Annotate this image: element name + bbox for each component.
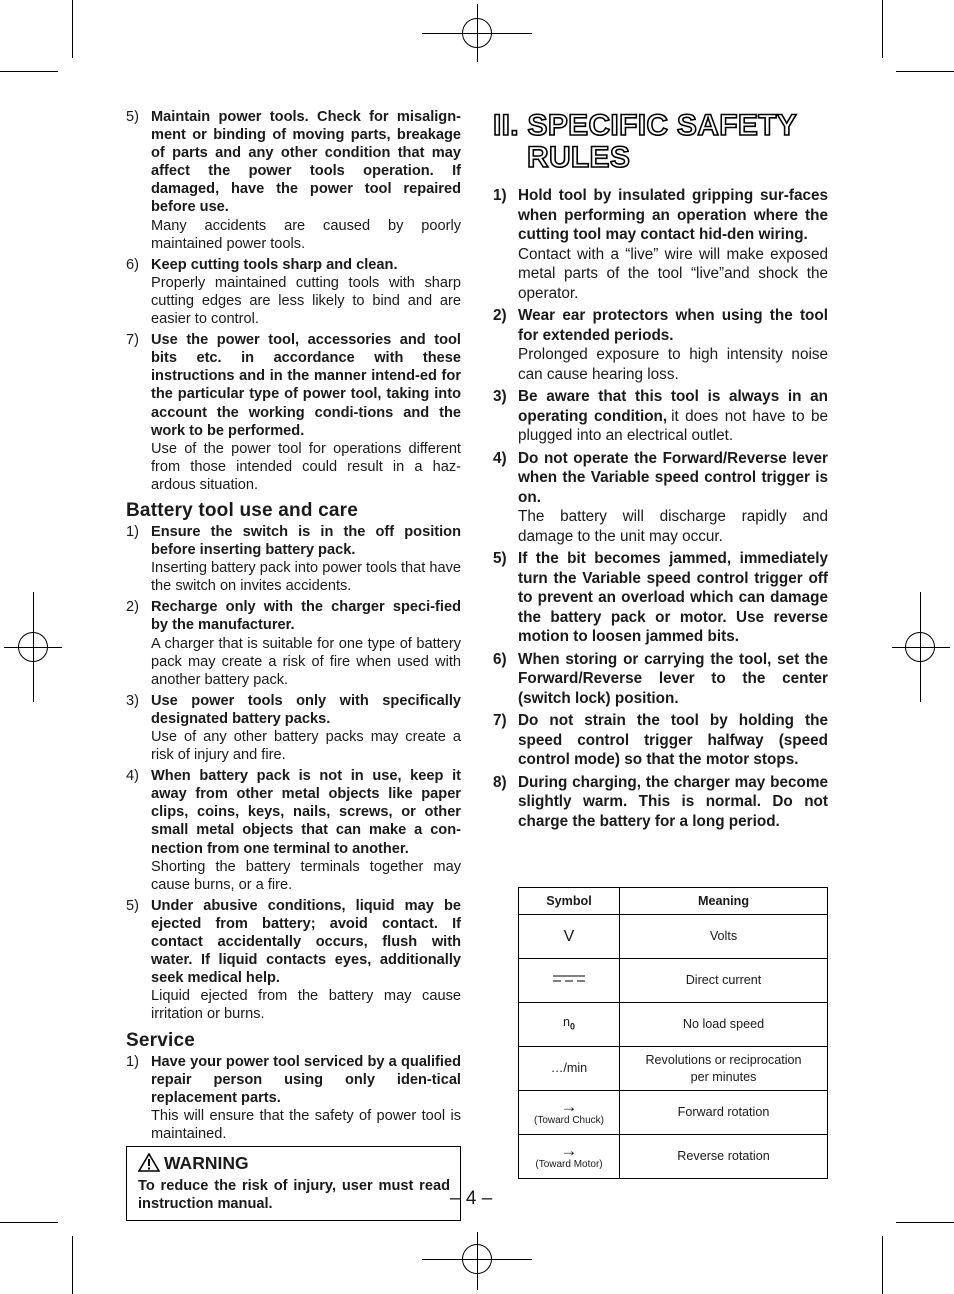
item-body bbox=[518, 186, 828, 303]
item-normal-text: Contact with a “live” wire will make exposed metal parts of the tool “live”and shock the operator. bbox=[518, 245, 828, 302]
symbol-text: n bbox=[562, 1014, 570, 1029]
crop-mark bbox=[896, 1222, 954, 1223]
registration-circle bbox=[462, 18, 492, 48]
item-body bbox=[151, 331, 461, 494]
meaning-cell: No load speed bbox=[620, 1003, 828, 1047]
list-item bbox=[126, 523, 461, 595]
left-column bbox=[126, 108, 461, 1221]
symbol-table bbox=[518, 887, 828, 1179]
item-number: 2) bbox=[493, 307, 507, 324]
registration-circle bbox=[18, 632, 48, 662]
item-number: 6) bbox=[126, 256, 139, 273]
warning-triangle-icon bbox=[138, 1153, 160, 1172]
item-bold-text: Under abusive conditions, liquid may be ejected from battery; avoid contact. If contact accidentally occurs, flush with water. If liquid contacts eyes, additionally seek medical help. bbox=[151, 897, 461, 987]
service-heading: Service bbox=[126, 1029, 196, 1051]
arrow-right-icon: → bbox=[560, 1140, 578, 1160]
item-normal-text: Use of the power tool for operations different from those intended could result in a haz-ardous situation. bbox=[151, 440, 461, 493]
service-list bbox=[126, 1053, 461, 1143]
symbol-note: (Toward Chuck) bbox=[533, 1114, 605, 1126]
item-body bbox=[151, 692, 461, 764]
page-number: – 4 – bbox=[450, 1188, 493, 1209]
item-number: 2) bbox=[126, 599, 139, 616]
item-body bbox=[151, 108, 461, 253]
item-normal-text: Inserting battery pack into power tools that have the switch on invites accidents. bbox=[151, 560, 461, 595]
maintenance-list bbox=[126, 108, 461, 494]
warning-box bbox=[126, 1146, 461, 1221]
item-bold-text: When storing or carrying the tool, set the Forward/Reverse lever to the center (switch lock) position. bbox=[518, 650, 828, 707]
symbol-note: (Toward Motor) bbox=[535, 1158, 603, 1170]
item-number: 4) bbox=[493, 449, 507, 467]
list-item bbox=[493, 449, 828, 547]
item-normal-text: Use of any other battery packs may create a risk of injury and fire. bbox=[151, 729, 461, 764]
item-number: 1) bbox=[126, 523, 139, 540]
item-bold-text: Be aware that this tool is always in an operating condition, bbox=[518, 388, 828, 425]
item-number: 4) bbox=[126, 768, 139, 785]
item-body bbox=[518, 387, 828, 446]
symbol-cell bbox=[519, 1003, 620, 1047]
item-number: 1) bbox=[126, 1053, 139, 1070]
crop-mark bbox=[0, 1222, 58, 1223]
meaning-header: Meaning bbox=[620, 888, 828, 915]
registration-circle bbox=[462, 1244, 492, 1274]
symbol-cell: …/min bbox=[519, 1047, 620, 1091]
item-bold-text: During charging, the charger may become slightly warm. This is normal. Do not charge the battery for a long period. bbox=[518, 773, 828, 830]
direct-current-icon bbox=[552, 974, 586, 984]
table-row bbox=[519, 1047, 828, 1091]
list-item bbox=[493, 549, 828, 647]
item-body bbox=[151, 256, 461, 328]
item-body bbox=[518, 449, 828, 547]
item-bold-text: Wear ear protectors when using the tool for extended periods. bbox=[518, 307, 828, 344]
item-body bbox=[518, 549, 828, 647]
table-row bbox=[519, 1135, 828, 1179]
table-row bbox=[519, 1091, 828, 1135]
item-bold-text: Use the power tool, accessories and tool bits etc. in accordance with these instructions and in the manner intend-ed for the particular type of power tool, taking into account the working condi-tions and the work to be performed. bbox=[151, 332, 461, 439]
list-item bbox=[493, 650, 828, 709]
meaning-cell: Reverse rotation bbox=[620, 1135, 828, 1179]
item-normal-text: Liquid ejected from the battery may cause irritation or burns. bbox=[151, 988, 461, 1023]
list-item bbox=[493, 711, 828, 770]
list-item bbox=[493, 773, 828, 832]
list-item bbox=[126, 331, 461, 494]
section-title bbox=[493, 110, 797, 174]
crop-mark bbox=[882, 0, 883, 58]
item-number: 3) bbox=[493, 388, 507, 405]
item-normal-text: Properly maintained cutting tools with sharp cutting edges are less likely to bind and are easier to control. bbox=[151, 274, 461, 328]
item-body bbox=[151, 897, 461, 1024]
list-item bbox=[126, 598, 461, 688]
list-item bbox=[493, 387, 828, 446]
item-normal-text: Many accidents are caused by poorly maintained power tools. bbox=[151, 217, 461, 252]
item-body bbox=[151, 523, 461, 595]
crop-mark bbox=[72, 0, 73, 58]
crop-mark bbox=[72, 1236, 73, 1294]
battery-heading: Battery tool use and care bbox=[126, 499, 359, 521]
item-number: 6) bbox=[493, 650, 507, 668]
crop-mark bbox=[0, 71, 58, 72]
item-number: 1) bbox=[493, 187, 507, 204]
item-normal-text: Prolonged exposure to high intensity noise can cause hearing loss. bbox=[518, 346, 828, 383]
symbol-cell: V bbox=[519, 915, 620, 959]
symbol-cell bbox=[519, 1091, 620, 1135]
crop-mark bbox=[896, 71, 954, 72]
list-item bbox=[126, 767, 461, 894]
item-normal-text: Shorting the battery terminals together may cause burns, or a fire. bbox=[151, 858, 461, 893]
symbol-subscript: 0 bbox=[570, 1021, 576, 1032]
symbol-cell bbox=[519, 959, 620, 1003]
item-bold-text: Recharge only with the charger speci-fied by the manufacturer. bbox=[151, 599, 461, 634]
item-bold-text: Do not strain the tool by holding the speed control trigger halfway (speed control mode) so that the motor stops. bbox=[518, 712, 828, 768]
item-body bbox=[151, 598, 461, 688]
item-bold-text: When battery pack is not in use, keep it away from other metal objects like paper clips, coins, keys, nails, screws, or other small metal objects that can make a con-nection from one terminal to another. bbox=[151, 768, 461, 857]
list-item bbox=[493, 186, 828, 303]
item-number: 8) bbox=[493, 773, 507, 791]
arrow-right-icon: → bbox=[560, 1096, 578, 1116]
item-normal-text: The battery will discharge rapidly and damage to the unit may occur. bbox=[518, 508, 828, 545]
registration-circle bbox=[905, 632, 935, 662]
item-body bbox=[518, 773, 828, 832]
list-item bbox=[126, 1053, 461, 1143]
table-row bbox=[519, 959, 828, 1003]
item-bold-text: Ensure the switch is in the off position before inserting battery pack. bbox=[151, 523, 461, 559]
item-body bbox=[151, 1053, 461, 1143]
item-bold-text: Hold tool by insulated gripping sur-faces when performing an operation where the cutting tool may contact hid-den wiring. bbox=[518, 187, 828, 243]
item-number: 5) bbox=[126, 897, 139, 914]
item-bold-text: If the bit becomes jammed, immediately turn the Variable speed control trigger off to prevent an overload which can damage the battery pack or motor. Use reverse motion to loosen jammed bits. bbox=[518, 550, 828, 645]
warning-header bbox=[138, 1153, 450, 1173]
item-body bbox=[151, 767, 461, 894]
list-item bbox=[126, 108, 461, 253]
table-row bbox=[519, 915, 828, 959]
item-bold-text: Use power tools only with specifically designated battery packs. bbox=[151, 692, 461, 727]
section-title-line1: II. SPECIFIC SAFETY bbox=[493, 109, 798, 142]
meaning-cell: Direct current bbox=[620, 959, 828, 1003]
list-item bbox=[493, 306, 828, 384]
meaning-cell: Revolutions or reciprocation per minutes bbox=[620, 1047, 828, 1091]
list-item bbox=[126, 897, 461, 1024]
battery-list bbox=[126, 523, 461, 1024]
meaning-cell: Forward rotation bbox=[620, 1091, 828, 1135]
item-body bbox=[518, 711, 828, 770]
item-normal-text: it does not have to be plugged into an electrical outlet. bbox=[518, 407, 829, 444]
item-number: 7) bbox=[126, 332, 139, 349]
specific-rules-list bbox=[493, 186, 828, 834]
list-item bbox=[126, 256, 461, 328]
meaning-cell: Volts bbox=[620, 915, 828, 959]
item-number: 3) bbox=[126, 692, 139, 709]
symbol-header: Symbol bbox=[519, 888, 620, 915]
section-title-line2: RULES bbox=[527, 141, 631, 174]
symbol-cell bbox=[519, 1135, 620, 1179]
item-number: 7) bbox=[493, 712, 507, 729]
warning-label: WARNING bbox=[164, 1152, 249, 1173]
crop-mark bbox=[882, 1236, 883, 1294]
item-normal-text: This will ensure that the safety of power tool is maintained. bbox=[151, 1107, 461, 1142]
item-body bbox=[518, 306, 828, 384]
warning-text: To reduce the risk of injury, user must read instruction manual. bbox=[138, 1177, 450, 1213]
item-number: 5) bbox=[493, 550, 507, 567]
list-item bbox=[126, 692, 461, 764]
item-bold-text: Do not operate the Forward/Reverse lever when the Variable speed control trigger is on. bbox=[518, 449, 828, 506]
item-body bbox=[518, 650, 828, 709]
item-bold-text: Have your power tool serviced by a qualified repair person using only iden-tical replacement parts. bbox=[151, 1053, 461, 1106]
table-row bbox=[519, 1003, 828, 1047]
item-normal-text: A charger that is suitable for one type of battery pack may create a risk of fire when used with another battery pack. bbox=[151, 635, 461, 688]
item-bold-text: Keep cutting tools sharp and clean. bbox=[151, 256, 398, 273]
item-number: 5) bbox=[126, 109, 139, 125]
item-bold-text: Maintain power tools. Check for misalign-ment or binding of moving parts, breakage of parts and any other condition that may affect the power tools operation. If damaged, have the power tool repaired before use. bbox=[151, 109, 461, 216]
